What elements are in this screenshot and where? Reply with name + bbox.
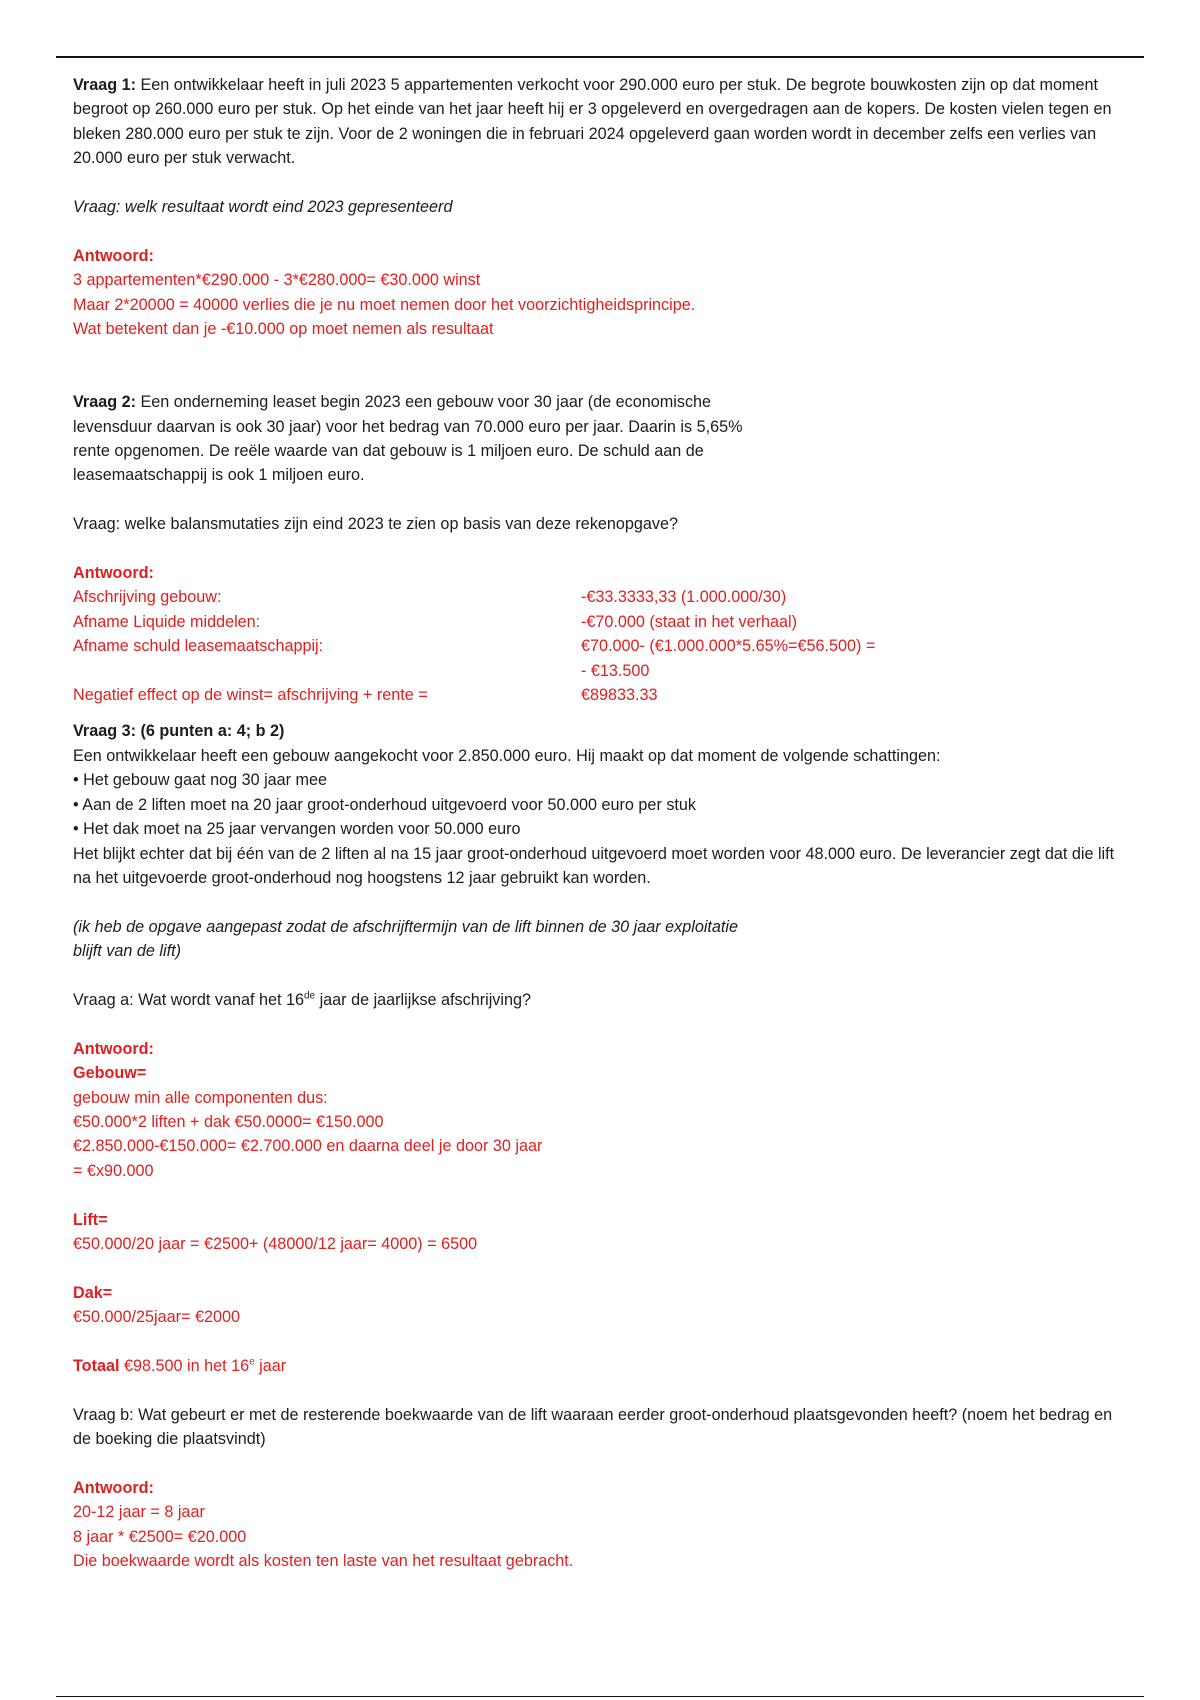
q1-answer-label: Antwoord: xyxy=(73,246,154,265)
q3a-gebouw-line: €2.850.000-€150.000= €2.700.000 en daarna deel je door 30 jaar xyxy=(73,1137,543,1156)
q3-question-b: Vraag b: Wat gebeurt er met de resterende boekwaarde van de lift waaraan eerder groot-onderhoud plaatsgevonden heeft? (noem het bedrag en de boeking die plaatsvindt) xyxy=(73,1405,1113,1449)
q2-answer-row xyxy=(73,683,1118,707)
q3-question-a xyxy=(73,988,1118,1012)
q2-question: Vraag: welke balansmutaties zijn eind 2023 te zien op basis van deze rekenopgave? xyxy=(73,515,679,534)
q2-row-label: Afname schuld leasemaatschappij: xyxy=(73,637,324,656)
q2-row-value: -€33.3333,33 (1.000.000/30) xyxy=(581,588,787,607)
q1-text: Een ontwikkelaar heeft in juli 2023 5 appartementen verkocht voor 290.000 euro per stuk. De begrote bouwkosten zijn op dat moment begroot op 260.000 euro per stuk. Op het einde van het jaar heeft hij er 3 opgeleverd en overgedragen aan de kopers. De kosten vielen tegen en bleken 280.000 euro per stuk te zijn. Voor de 2 woningen die in februari 2024 opgeleverd gaan worden wordt in december zelfs een verlies van 20.000 euro per stuk verwacht. xyxy=(73,76,1112,168)
q2-row-label: Afname Liquide middelen: xyxy=(73,612,261,631)
q2-answer-row xyxy=(73,610,1118,634)
q2-row-value: €70.000- (€1.000.000*5.65%=€56.500) = xyxy=(581,637,876,656)
q3a-gebouw-label: Gebouw= xyxy=(73,1064,147,1083)
q3-question-a-text: Vraag a: Wat wordt vanaf het 16 xyxy=(73,990,304,1009)
q3a-lift-label: Lift= xyxy=(73,1210,108,1229)
q2-row-label xyxy=(73,659,581,683)
q3b-answer-line: Die boekwaarde wordt als kosten ten laste van het resultaat gebracht. xyxy=(73,1552,574,1571)
q3b-answer-label: Antwoord: xyxy=(73,1478,154,1497)
q3-bullet: • Het dak moet na 25 jaar vervangen worden voor 50.000 euro xyxy=(73,817,1118,841)
q3a-gebouw-line: €50.000*2 liften + dak €50.0000= €150.000 xyxy=(73,1112,384,1131)
q3-label: Vraag 3: (6 punten a: 4; b 2) xyxy=(73,722,285,741)
q3a-dak-line: €50.000/25jaar= €2000 xyxy=(73,1308,240,1327)
q3b-answer-line: 20-12 jaar = 8 jaar xyxy=(73,1503,205,1522)
q3-text2: Het blijkt echter dat bij één van de 2 liften al na 15 jaar groot-onderhoud uitgevoerd moet worden voor 48.000 euro. De leverancier zegt dat die lift na het uitgevoerde groot-onderhoud nog hoogstens 12 jaar gebruikt kan worden. xyxy=(73,844,1115,887)
bottom-rule xyxy=(56,1696,1144,1697)
q2-answer-row xyxy=(73,634,1118,658)
q1-answer-line: Wat betekent dan je -€10.000 op moet nemen als resultaat xyxy=(73,320,494,339)
q3-question-a-sup: de xyxy=(303,990,316,1002)
q1-label: Vraag 1: xyxy=(73,76,136,94)
q3a-lift-line: €50.000/20 jaar = €2500+ (48000/12 jaar= 4000) = 6500 xyxy=(73,1234,478,1253)
q3a-gebouw-line: = €x90.000 xyxy=(73,1161,154,1180)
q3-question-a-text-end: jaar de jaarlijkse afschrijving? xyxy=(315,990,532,1009)
q2-row-label: Afschrijving gebouw: xyxy=(73,588,222,607)
q3-note: (ik heb de opgave aangepast zodat de afschrijftermijn van de lift binnen de 30 jaar exploitatie blijft van de lift) xyxy=(73,917,739,961)
q3a-dak-label: Dak= xyxy=(73,1283,113,1302)
q1-paragraph xyxy=(73,73,1118,171)
q2-row-value: -€70.000 (staat in het verhaal) xyxy=(581,612,797,631)
q2-row-value: - €13.500 xyxy=(581,661,650,680)
q3a-totaal-label: Totaal xyxy=(73,1356,120,1375)
q3a-totaal xyxy=(73,1354,1118,1378)
q3-intro: Een ontwikkelaar heeft een gebouw aangekocht voor 2.850.000 euro. Hij maakt op dat moment de volgende schattingen: xyxy=(73,746,941,765)
q3-bullet: • Het gebouw gaat nog 30 jaar mee xyxy=(73,768,1118,792)
q1-question: Vraag: welk resultaat wordt eind 2023 gepresenteerd xyxy=(73,198,453,217)
document-body xyxy=(73,73,1118,1574)
q3a-totaal-end: jaar xyxy=(254,1356,287,1375)
q1-answer-line: 3 appartementen*€290.000 - 3*€280.000= €30.000 winst xyxy=(73,271,481,290)
q3b-answer-line: 8 jaar * €2500= €20.000 xyxy=(73,1527,247,1546)
q3a-gebouw-line: gebouw min alle componenten dus: xyxy=(73,1088,328,1107)
q2-row-value: €89833.33 xyxy=(581,686,658,705)
q2-text: Een onderneming leaset begin 2023 een gebouw voor 30 jaar (de economische levensduur daarvan is ook 30 jaar) voor het bedrag van 70.000 euro per jaar. Daarin is 5,65% rente opgenomen. De reële waarde van dat gebouw is 1 miljoen euro. De schuld aan de leasemaatschappij is ook 1 miljoen euro. xyxy=(73,393,743,485)
q2-label: Vraag 2: xyxy=(73,393,136,412)
top-rule xyxy=(56,56,1144,58)
q2-row-label: Negatief effect op de winst= afschrijving + rente = xyxy=(73,686,428,705)
q3a-answer-label: Antwoord: xyxy=(73,1039,154,1058)
q2-paragraph xyxy=(73,390,753,488)
q3a-totaal-sup: e xyxy=(249,1356,255,1368)
q2-answer-row xyxy=(73,659,1118,683)
q1-answer-line: Maar 2*20000 = 40000 verlies die je nu moet nemen door het voorzichtigheidsprincipe. xyxy=(73,295,696,314)
q2-answer-row xyxy=(73,585,1118,609)
q3-bullet: • Aan de 2 liften moet na 20 jaar groot-onderhoud uitgevoerd voor 50.000 euro per stuk xyxy=(73,793,1118,817)
q2-answer-label: Antwoord: xyxy=(73,564,154,583)
q3a-totaal-value: €98.500 in het 16 xyxy=(123,1356,250,1375)
